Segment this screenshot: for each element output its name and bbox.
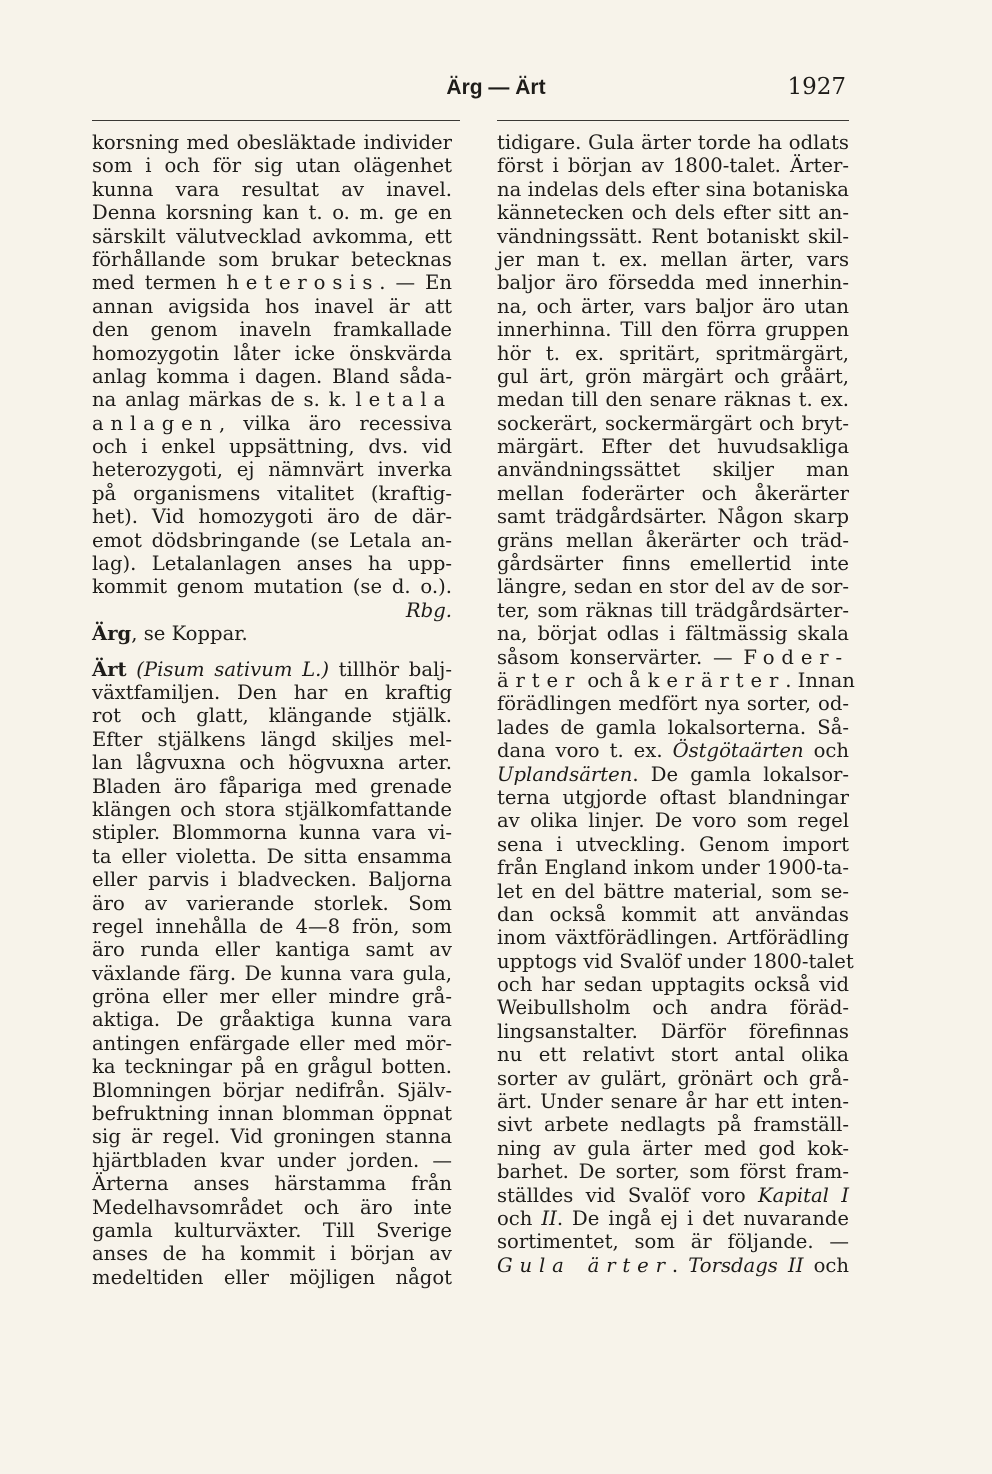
text-line: förhållande som brukar betecknas <box>92 247 452 271</box>
term-letala: letala <box>355 388 452 412</box>
text-line: medan till den senare räknas t. ex. <box>497 388 849 412</box>
text-line: den genom inaveln framkallade <box>92 318 452 342</box>
text-line: na, och ärter, vars baljor äro utan <box>497 294 849 318</box>
text-line: ta eller violetta. De sitta ensamma <box>92 844 452 868</box>
term-akerarter: åkerärter <box>629 668 786 692</box>
text-line: het). Vid homozygoti äro de där- <box>92 505 452 529</box>
header-rule-left <box>92 120 460 121</box>
text-line: eller parvis i bladvecken. Baljorna <box>92 868 452 892</box>
text-line: lingsanstalter. Därför förefinnas <box>497 1019 849 1043</box>
text-line: särskilt välutvecklad avkomma, ett <box>92 224 452 248</box>
text-line: lag). Letalanlagen anses ha upp- <box>92 552 452 576</box>
text-line: sockerärt, sockermärgärt och bryt- <box>497 411 849 435</box>
text-line: gräns mellan åkerärter och träd- <box>497 528 849 552</box>
text-line: dan också kommit att användas <box>497 902 849 926</box>
text-line: anses de ha kommit i början av <box>92 1242 452 1266</box>
text-line: terna utgjorde oftast blandningar <box>497 785 849 809</box>
text-line: aktiga. De gråaktiga kunna vara <box>92 1008 452 1032</box>
term-gula-arter: Gula ärter <box>497 1253 672 1277</box>
term-heterosis: heterosis <box>226 271 380 295</box>
text-line: kännetecken och dels efter sitt an- <box>497 201 849 225</box>
text-line: hjärtbladen kvar under jorden. — <box>92 1148 452 1172</box>
text-line: märgärt. Efter det huvudsakliga <box>497 435 849 459</box>
text-line-foder: såsom konservärter. — Foder- <box>497 645 849 669</box>
text-line: Denna korsning kan t. o. m. ge en <box>92 201 452 225</box>
text-line: äro av varierande storlek. Som <box>92 891 452 915</box>
page-header <box>0 72 992 108</box>
left-lines-part2 <box>92 295 452 389</box>
text-line: heterozygoti, ej nämnvärt inverka <box>92 458 452 482</box>
text-line: äro runda eller kantiga samt av <box>92 938 452 962</box>
text-line: jer man t. ex. mellan ärter, vars <box>497 247 849 271</box>
left-lines-part1 <box>92 131 452 271</box>
text-line: från England inkom under 1900-ta- <box>497 856 849 880</box>
text-line: kommit genom mutation (se d. o.). <box>92 575 452 599</box>
right-lines-part2 <box>497 692 849 739</box>
text-line: sorter av gulärt, grönärt och grå- <box>497 1066 849 1090</box>
text-line: ärt. Under senare år har ett inten- <box>497 1090 849 1114</box>
text-line: Blomningen börjar nedifrån. Själv- <box>92 1078 452 1102</box>
text-line-ostgota: dana voro t. ex. Östgötaärten och <box>497 739 849 763</box>
text-line: först i början av 1800-talet. Ärter- <box>497 154 849 178</box>
text-line: gårdsärter finns emellertid inte <box>497 552 849 576</box>
text-line: gamla kulturväxter. Till Sverige <box>92 1218 452 1242</box>
text-line: lades de gamla lokalsorterna. Så- <box>497 715 849 739</box>
variety-kapital-i: Kapital I <box>757 1183 849 1207</box>
text-line: upptogs vid Svalöf under 1800-talet <box>497 949 854 973</box>
text-line: sena i utveckling. Genom import <box>497 832 849 856</box>
header-rule-right <box>497 120 849 121</box>
right-lines-part1 <box>497 131 849 646</box>
text-line-letala: na anlag märkas de s. k. letala <box>92 388 452 412</box>
text-line: medeltiden eller möjligen något <box>92 1265 452 1289</box>
text-line: klängen och stora stjälkomfattande <box>92 797 452 821</box>
text-line: längre, sedan en stor del av de sor- <box>497 575 849 599</box>
headword-art: Ärt <box>92 657 127 681</box>
text-line: Ärterna anses härstamma från <box>92 1172 452 1196</box>
text-line-heterosis: med termen heterosis. — En <box>92 271 452 295</box>
text-line: förädlingen medfört nya sorter, od- <box>497 692 849 716</box>
text-line-upland: Uplandsärten. De gamla lokalsor- <box>497 762 849 786</box>
signature: Rbg. <box>405 598 452 622</box>
text-line: rot och glatt, klängande stjälk. <box>92 704 452 728</box>
term-anlagen: anlagen <box>92 411 220 435</box>
text-line: na indelas dels efter sina botaniska <box>497 177 849 201</box>
text-line: stipler. Blommorna kunna vara vi- <box>92 821 452 845</box>
text-line: baljor äro försedda med innerhin- <box>497 271 849 295</box>
text-line: på organismens vitalitet (kraftig- <box>92 481 452 505</box>
text-line: tidigare. Gula ärter torde ha odlats <box>497 131 849 154</box>
text-line-sortiment: sortimentet, som är följande. — <box>497 1230 849 1254</box>
text-line: sig är regel. Vid groningen stanna <box>92 1125 452 1149</box>
text-line-kapital: ställdes vid Svalöf voro Kapital I <box>497 1183 849 1207</box>
text-line: ka teckningar på en grågul botten. <box>92 1055 452 1079</box>
text-line: na, börjat odlas i fältmässig skala <box>497 622 849 646</box>
text-line: och i enkel uppsättning, dvs. vid <box>92 435 452 459</box>
text-line: emot dödsbringande (se Letala an- <box>92 528 452 552</box>
text-line-aker: ärter och åkerärter. Innan <box>497 668 855 692</box>
variety-uplandsarten: Uplandsärten <box>497 762 633 786</box>
text-line: korsning med obesläktade individer <box>92 131 452 154</box>
text-line: inom växtförädlingen. Artförädling <box>497 926 849 950</box>
text-line: kunna vara resultat av inavel. <box>92 177 452 201</box>
text-line-anlagen: anlagen, vilka äro recessiva <box>92 411 452 435</box>
text-line: Efter stjälkens längd skiljes mel- <box>92 727 452 751</box>
right-lines-part3 <box>497 785 854 1184</box>
text-line: lan lågvuxna och högvuxna arter. <box>92 751 452 775</box>
text-line: anlag komma i dagen. Bland såda- <box>92 364 452 388</box>
text-line: befruktning innan blomman öppnat <box>92 1102 452 1126</box>
text-line: regel innehålla de 4—8 frön, som <box>92 914 452 938</box>
left-column <box>92 131 452 1289</box>
left-lines-part3 <box>92 435 452 599</box>
text-line: sivt arbete nedlagts på framställ- <box>497 1113 849 1137</box>
text-line: barhet. De sorter, som först fram- <box>497 1160 849 1184</box>
text-line-ii: och II. De ingå ej i det nuvarande <box>497 1206 849 1230</box>
text-line: användningssättet skiljer man <box>497 458 849 482</box>
text-line: nu ett relativt stort antal olika <box>497 1043 849 1067</box>
text-line: gröna eller mer eller mindre grå- <box>92 985 452 1009</box>
right-column <box>497 131 855 1277</box>
text-line: innerhinna. Till den förra gruppen <box>497 318 849 342</box>
text-line: och har sedan upptagits också vid <box>497 973 849 997</box>
text-line: Weibullsholm och andra föräd- <box>497 996 849 1020</box>
entry-art-first-line: Ärt (Pisum sativum L.) tillhör balj- <box>92 657 452 681</box>
variety-torsdags-ii: Torsdags II <box>688 1253 804 1277</box>
text-line: samt trädgårdsärter. Någon skarp <box>497 505 849 529</box>
latin-name: (Pisum sativum L.) <box>126 657 329 681</box>
text-line: växtfamiljen. Den har en kraftig <box>92 680 452 704</box>
text-line: som i och för sig utan olägenhet <box>92 154 452 178</box>
text-line: hör t. ex. spritärt, spritmärgärt, <box>497 341 849 365</box>
text-line: annan avigsida hos inavel är att <box>92 294 452 318</box>
term-foderarter: Foder- <box>743 645 849 669</box>
variety-ii: II <box>541 1206 557 1230</box>
text-line: antingen enfärgade eller med mör- <box>92 1031 452 1055</box>
text-line: växlande färg. De kunna vara gula, <box>92 961 452 985</box>
headword-arg: Ärg <box>92 622 132 646</box>
text-line: Bladen äro fåpariga med grenade <box>92 774 452 798</box>
entry-arg: Ärg, se Koppar. <box>92 622 248 646</box>
text-line: homozygotin låter icke önskvärda <box>92 341 452 365</box>
text-line: ter, som räknas till trädgårdsärter- <box>497 598 849 622</box>
text-line: mellan foderärter och åkerärter <box>497 481 849 505</box>
variety-ostgotaarten: Östgötaärten <box>672 739 804 763</box>
text-line: let en del bättre material, som se- <box>497 879 849 903</box>
text-line: gul ärt, grön märgärt och gråärt, <box>497 364 849 388</box>
text-line: av olika linjer. De voro som regel <box>497 809 849 833</box>
text-line: ning av gula ärter med god kok- <box>497 1136 849 1160</box>
page-number: 1927 <box>787 74 846 100</box>
text-line-gula: Gula ärter. Torsdags II och <box>497 1253 849 1277</box>
text-line: vändningssätt. Rent botaniskt skil- <box>497 224 849 248</box>
left-lines-part4 <box>92 681 452 1289</box>
text-line: Medelhavsområdet och äro inte <box>92 1195 452 1219</box>
running-head: Ärg — Ärt <box>446 76 546 99</box>
